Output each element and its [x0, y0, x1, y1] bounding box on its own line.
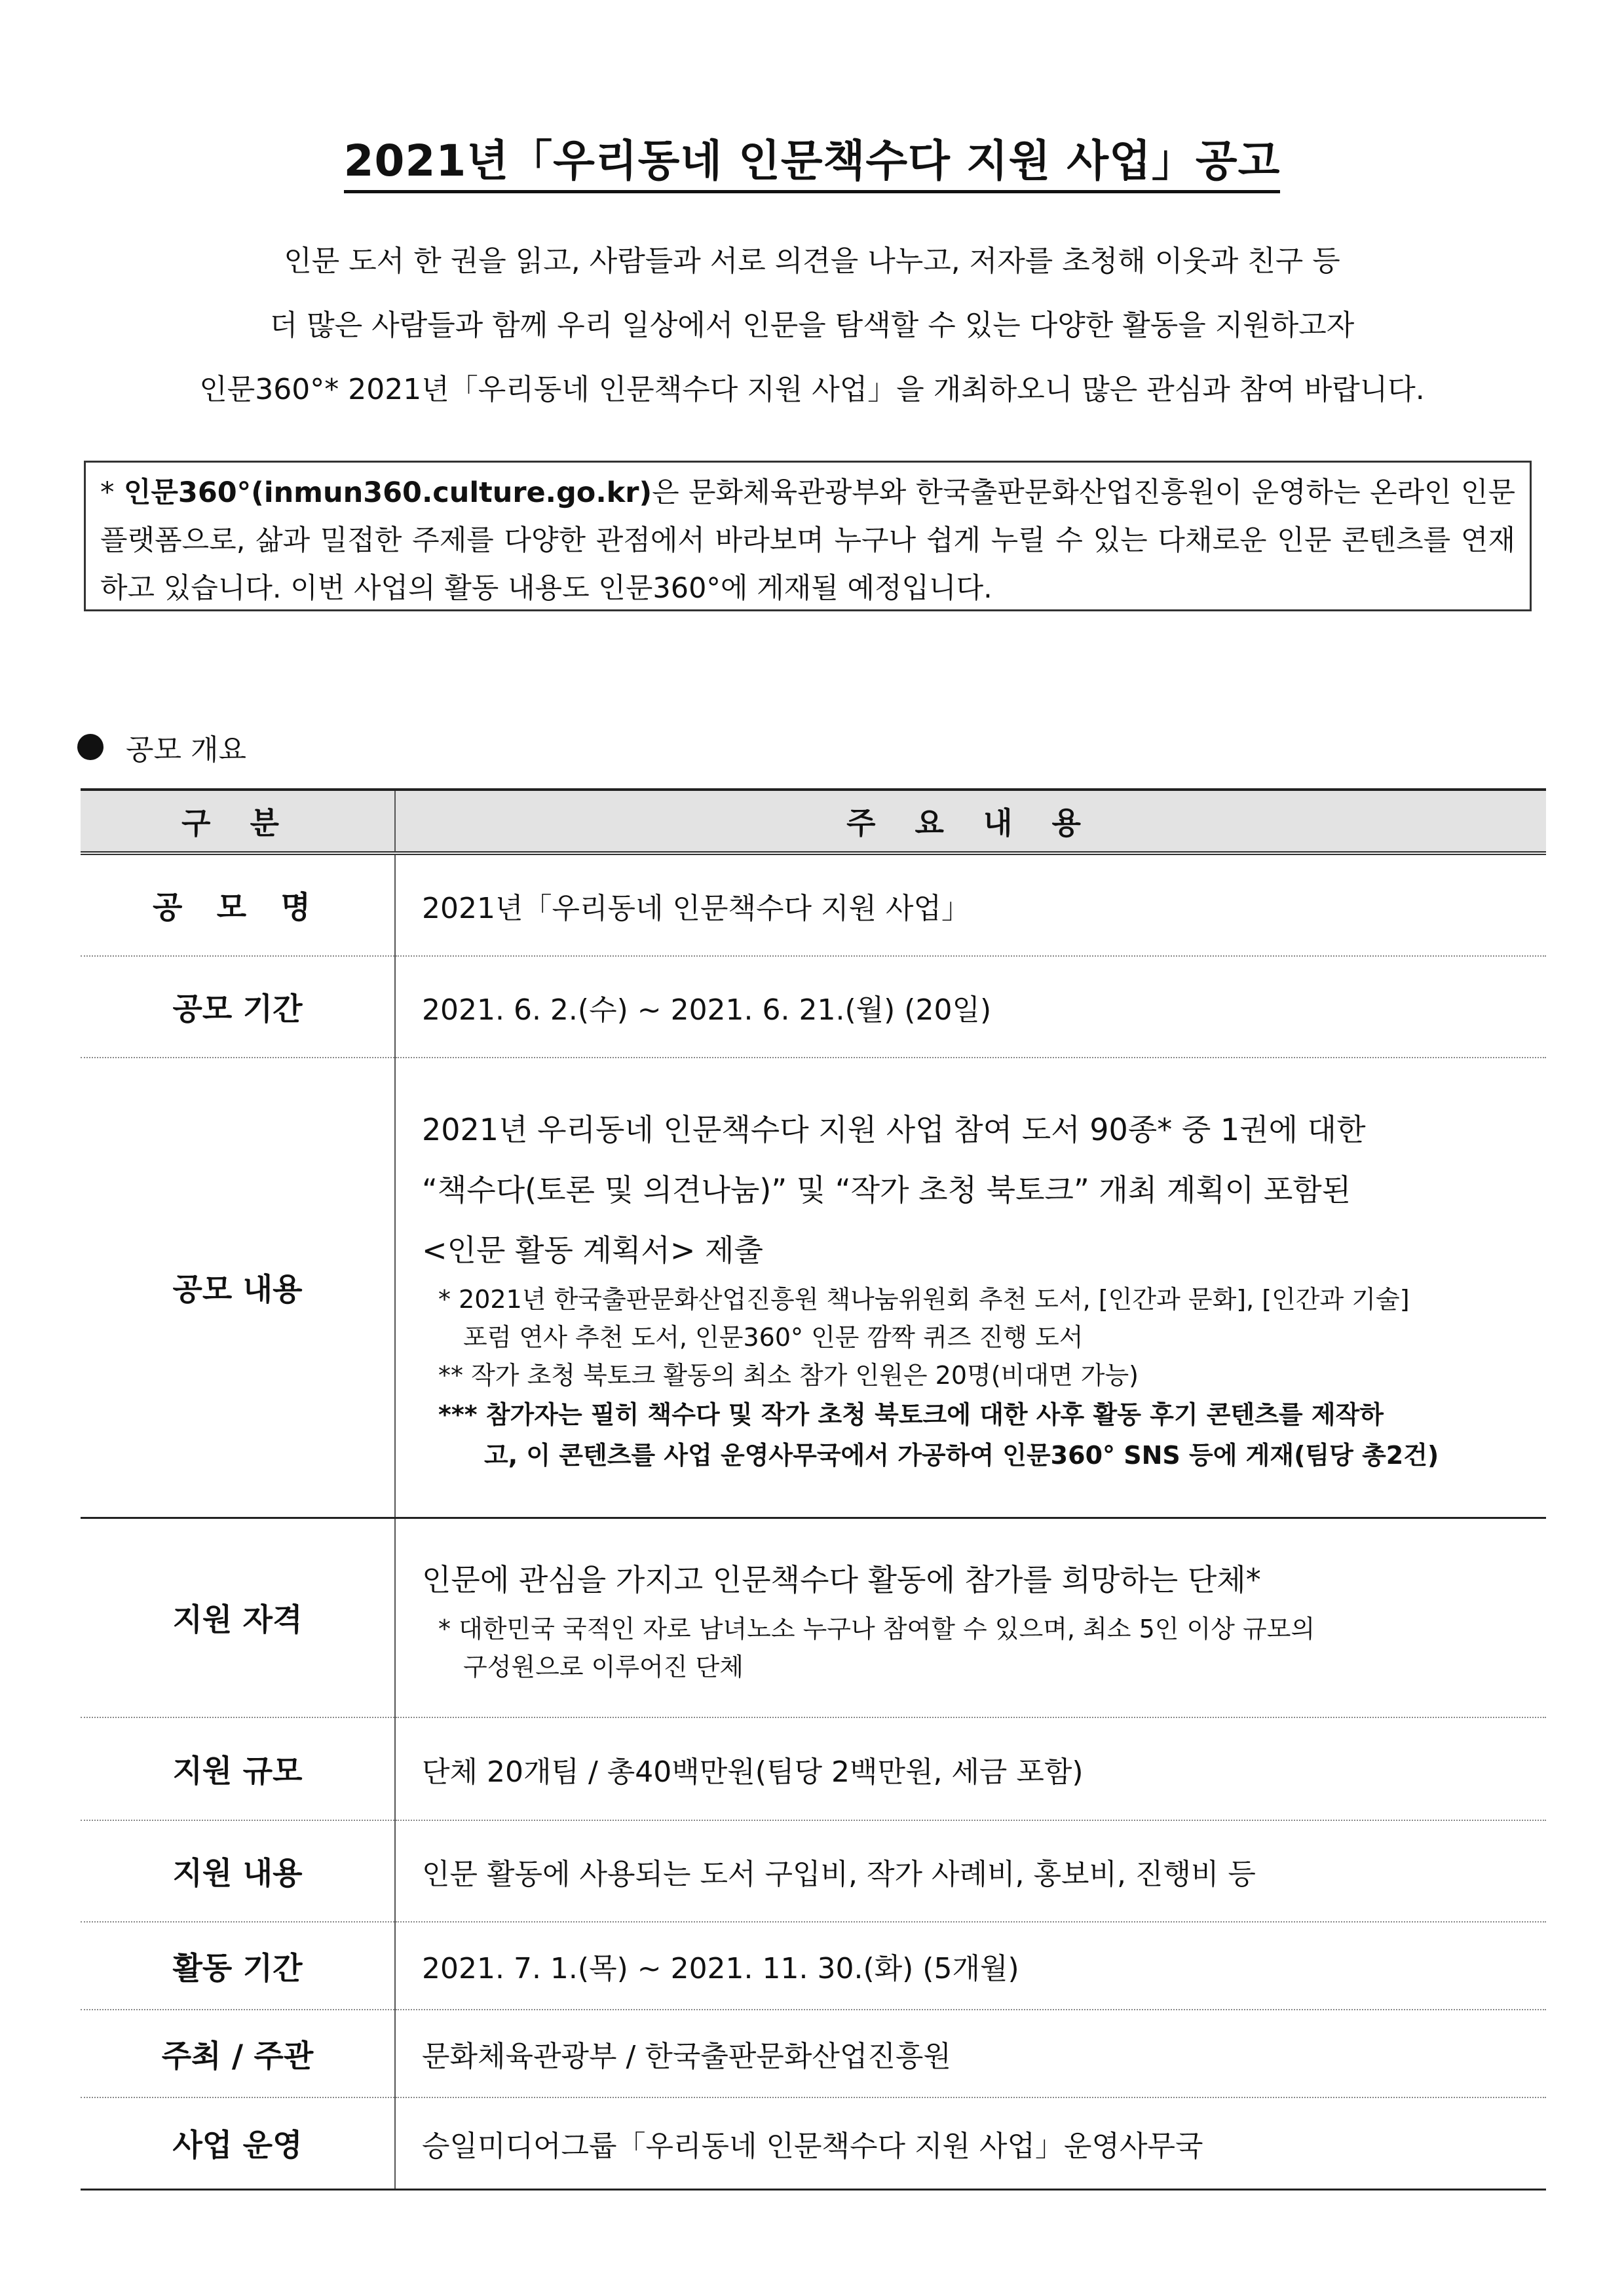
row-value: 2021년「우리동네 인문책수다 지원 사업」	[395, 853, 1546, 956]
row-label: 공모 기간	[81, 956, 395, 1058]
note-box	[84, 461, 1532, 611]
row-label: 지원 내용	[81, 1820, 395, 1922]
intro-line: 더 많은 사람들과 함께 우리 일상에서 인문을 탐색할 수 있는 다양한 활동을 지원하고자	[269, 309, 1355, 342]
table-row	[81, 1518, 1546, 1717]
section-title: 공모 개요	[126, 733, 247, 767]
note-text: 은 문화체육관광부와 한국출판문화산업진흥원이 운영하는 온라인 인문 플랫폼으로, 삶과 밀접한 주제를 다양한 관점에서 바라보며 누구나 쉽게 누릴 수 있는 다채로운 인문 콘텐츠를 연재하고 있습니다. 이번 사업의 활동 내용도 인문360°에 게재될 예정입니다.	[100, 476, 1515, 605]
row-value: 승일미디어그룹「우리동네 인문책수다 지원 사업」운영사무국	[395, 2097, 1546, 2189]
row-value: 인문에 관심을 가지고 인문책수다 활동에 참가를 희망하는 단체* * 대한민국 국적인 자로 남녀노소 누구나 참여할 수 있으며, 최소 5인 이상 규모의 구성원으로 이루어진 단체	[395, 1518, 1546, 1717]
row-label: 공 모 명	[81, 853, 395, 956]
header-category: 구 분	[81, 790, 395, 853]
row-value: 문화체육관광부 / 한국출판문화산업진흥원	[395, 2010, 1546, 2097]
table-row	[81, 956, 1546, 1058]
footnote: * 대한민국 국적인 자로 남녀노소 누구나 참여할 수 있으며, 최소 5인 이상 규모의 구성원으로 이루어진 단체	[438, 1614, 1315, 1681]
row-value: 2021년 우리동네 인문책수다 지원 사업 참여 도서 90종* 중 1권에 대한 “책수다(토론 및 의견나눔)” 및 “작가 초청 북토크” 개최 계획이 포함된 <인문 활동 계획서> 제출 * 2021년 한국출판문화산업진흥원 책나눔위원회 추천 도서, [인간과 문화], [인간과 기술] 포럼 연사 추천 도서, 인문360° 인문 깜짝 퀴즈 진행 도서 ** 작가 초청 북토크 활동의 최소 참가 인원은 20명(비대면 가능) *** 참가자는 필히 책수다 및 작가 초청 북토크에 대한 사후 활동 후기 콘텐츠를 제작하 고, 이 콘텐츠를 사업 운영사무국에서 가공하여 인문360° SNS 등에 게재(팀당 총2건)	[395, 1058, 1546, 1518]
row-value: 2021. 6. 2.(수) ~ 2021. 6. 21.(월) (20일)	[395, 956, 1546, 1058]
table-row	[81, 2097, 1546, 2189]
intro-line: 인문360°* 2021년「우리동네 인문책수다 지원 사업」을 개최하오니 많은 관심과 참여 바랍니다.	[199, 373, 1425, 406]
table-row	[81, 1922, 1546, 2010]
intro-paragraph	[72, 229, 1552, 422]
row-label: 지원 자격	[81, 1518, 395, 1717]
note-prefix: *	[100, 476, 124, 509]
table-row	[81, 853, 1546, 956]
row-label: 지원 규모	[81, 1717, 395, 1820]
section-heading	[77, 726, 246, 768]
table-row	[81, 1717, 1546, 1820]
row-label: 주최 / 주관	[81, 2010, 395, 2097]
note-platform-name: 인문360°(inmun360.culture.go.kr)	[123, 476, 652, 509]
footnote: * 2021년 한국출판문화산업진흥원 책나눔위원회 추천 도서, [인간과 문화], [인간과 기술] 포럼 연사 추천 도서, 인문360° 인문 깜짝 퀴즈 진행 도서 ** 작가 초청 북토크 활동의 최소 참가 인원은 20명(비대면 가능)	[438, 1284, 1410, 1390]
table-row	[81, 1820, 1546, 1922]
table-header-row	[81, 790, 1546, 853]
table-row	[81, 2010, 1546, 2097]
row-value: 2021. 7. 1.(목) ~ 2021. 11. 30.(화) (5개월)	[395, 1922, 1546, 2010]
footnote-bold: *** 참가자는 필히 책수다 및 작가 초청 북토크에 대한 사후 활동 후기 콘텐츠를 제작하 고, 이 콘텐츠를 사업 운영사무국에서 가공하여 인문360° SNS 등에 게재(팀당 총2건)	[438, 1400, 1439, 1470]
table-row	[81, 1058, 1546, 1518]
row-label: 활동 기간	[81, 1922, 395, 2010]
bullet-icon	[77, 734, 104, 760]
row-label: 사업 운영	[81, 2097, 395, 2189]
page-title: 2021년「우리동네 인문책수다 지원 사업」공고	[0, 126, 1624, 188]
row-value: 인문 활동에 사용되는 도서 구입비, 작가 사례비, 홍보비, 진행비 등	[395, 1820, 1546, 1922]
row-label: 공모 내용	[81, 1058, 395, 1518]
header-content: 주 요 내 용	[395, 790, 1546, 853]
intro-line: 인문 도서 한 권을 읽고, 사람들과 서로 의견을 나누고, 저자를 초청해 이웃과 친구 등	[284, 244, 1340, 278]
row-value: 단체 20개팀 / 총40백만원(팀당 2백만원, 세금 포함)	[395, 1717, 1546, 1820]
overview-table	[81, 788, 1546, 2191]
